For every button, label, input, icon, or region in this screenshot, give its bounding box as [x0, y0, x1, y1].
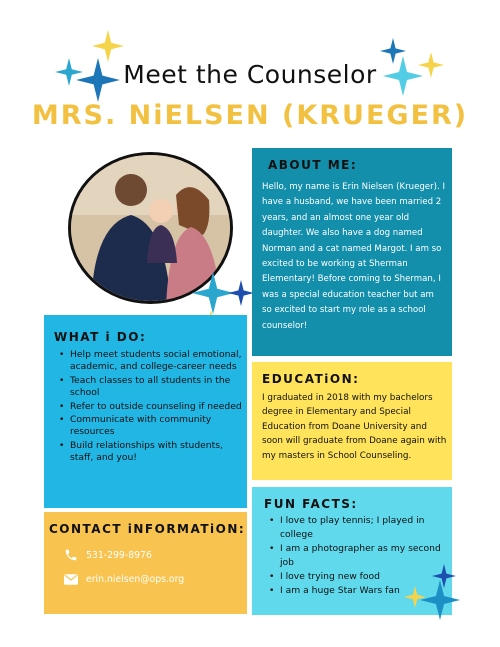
what-i-do-list: [56, 349, 242, 466]
education-text: I graduated in 2018 with my bachelors degree in Elementary and Special Education from Doane University and soon will graduate from Doane again with my masters in School Counseling.: [262, 393, 447, 461]
email-address: erin.nielsen@ops.org: [86, 574, 185, 585]
list-item: • I am a photographer as my second job: [266, 542, 446, 570]
star-icon-bottom-teal: [420, 580, 460, 620]
what-i-do-heading: WHAT i DO:: [54, 330, 147, 344]
phone-number: 531-299-8976: [86, 549, 152, 561]
list-item: • I love trying new food: [266, 570, 446, 584]
list-item: • Teach classes to all students in the school: [56, 375, 242, 400]
star-icon-photo-blue: [228, 280, 254, 306]
about-me-panel: [252, 148, 452, 356]
list-item: • Build relationships with students, staff, and you!: [56, 440, 242, 465]
contact-phone[interactable]: [64, 548, 152, 562]
about-me-text: Hello, my name is Erin Nielsen (Krueger). I have a husband, we have been married 2 years, and an almost one year old daughter. We also have a dog named Norman and a cat named Margot. I am so excited to be working at Sherman Elementary! Before coming to Sherman, I was a special education teacher but am so excited to start my role as a school counselor!: [262, 182, 445, 331]
education-heading: EDUCATiON:: [262, 372, 360, 386]
page-title: Meet the Counselor: [123, 60, 377, 89]
list-item: • Refer to outside counseling if needed: [56, 401, 242, 413]
list-item: • Communicate with community resources: [56, 414, 242, 439]
phone-icon: [64, 548, 78, 562]
list-item: • I love to play tennis; I played in college: [266, 514, 446, 542]
counselor-name: MRS. NiELSEN (KRUEGER): [31, 100, 469, 131]
envelope-icon: [64, 574, 78, 585]
list-item: • I am a huge Star Wars fan: [266, 584, 446, 598]
list-item: • Help meet students social emotional, academic, and college-career needs: [56, 349, 242, 374]
contact-email[interactable]: [64, 574, 184, 585]
what-i-do-panel: [44, 315, 247, 508]
contact-heading: CONTACT iNFORMATiON:: [49, 522, 246, 536]
about-me-heading: ABOUT ME:: [268, 158, 358, 172]
fun-facts-heading: FUN FACTS:: [264, 497, 358, 511]
contact-panel: [44, 512, 247, 614]
education-panel: [252, 362, 452, 480]
